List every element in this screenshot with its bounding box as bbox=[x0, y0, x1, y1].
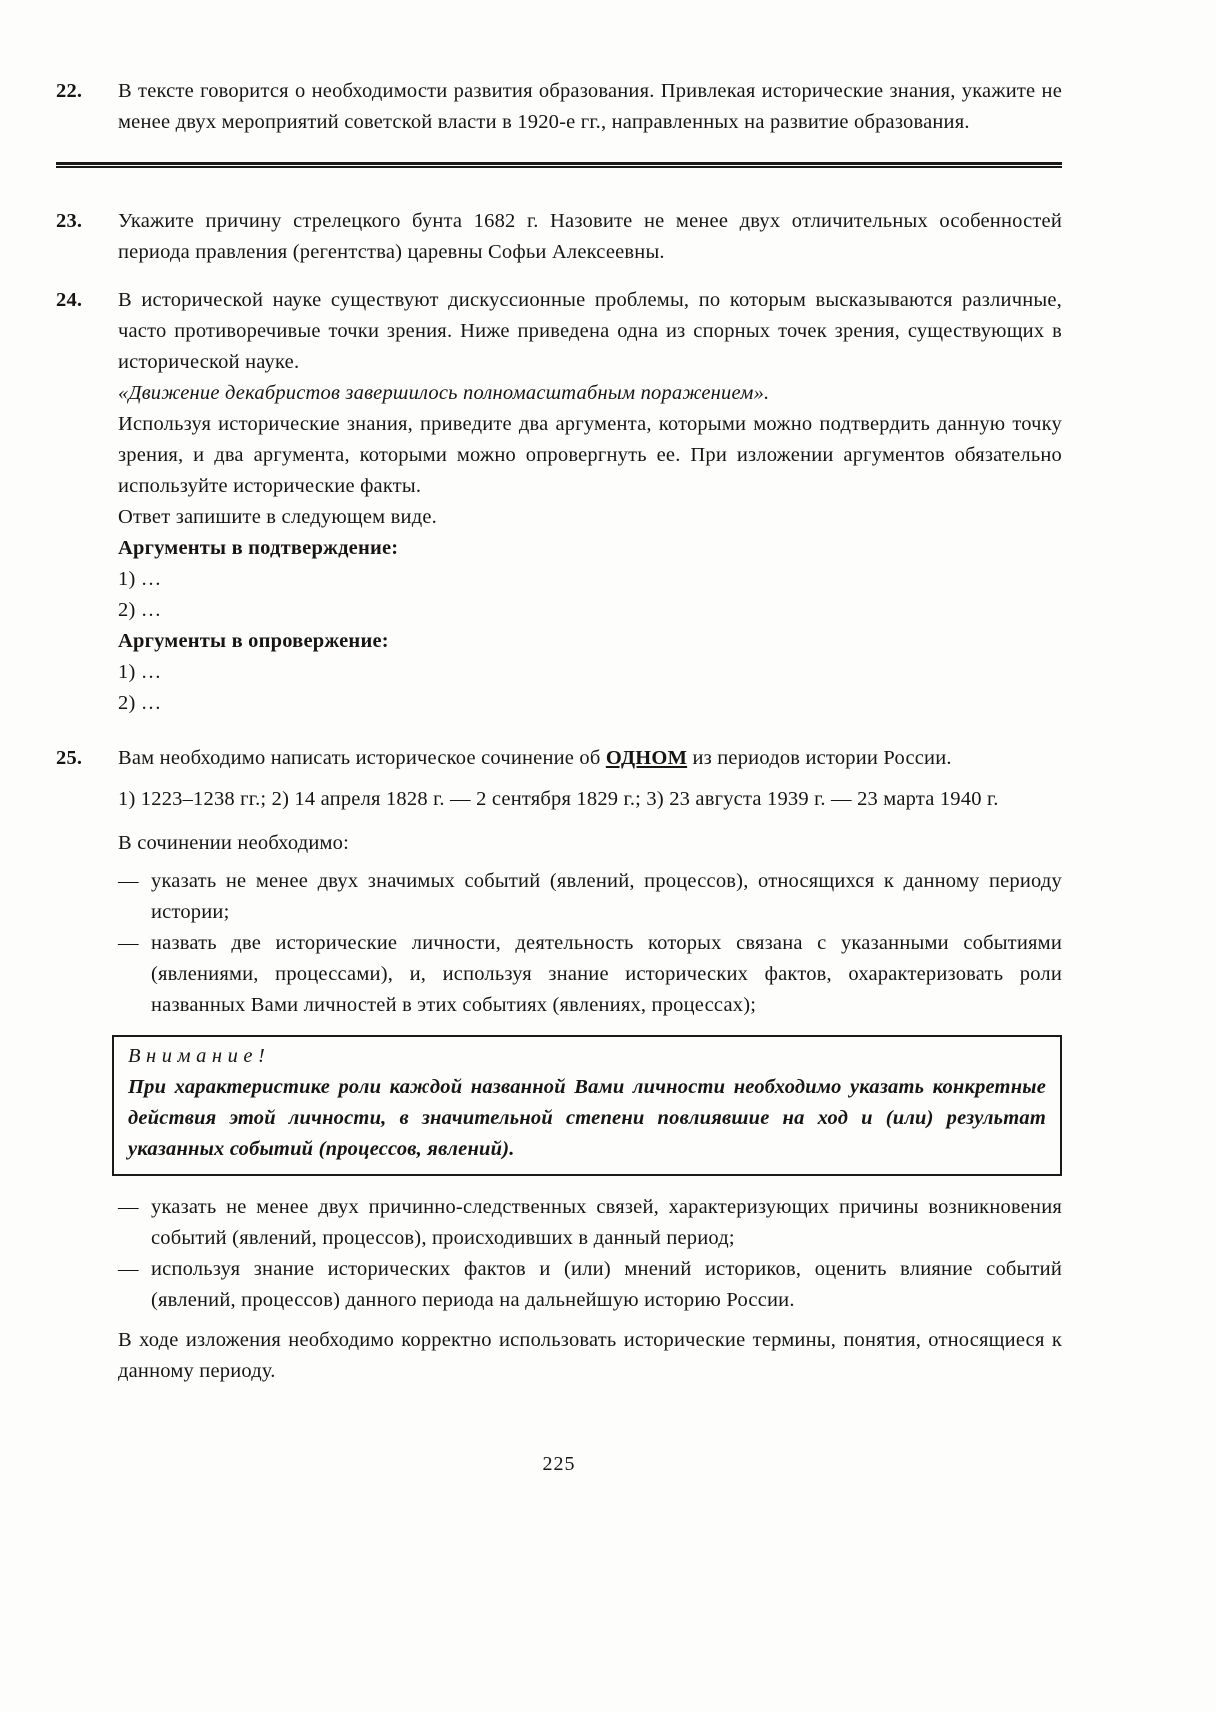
question-25-periods-list: 1) 1223–1238 гг.; 2) 14 апреля 1828 г. — 2 сентября 1829 г.; 3) 23 августа 1939 г. — 23 марта 1940 г. bbox=[118, 788, 999, 810]
arguments-pro-item-2: 2) … bbox=[118, 599, 162, 621]
dash-marker: — bbox=[118, 1258, 139, 1280]
question-25-closing: В ходе изложения необходимо корректно использовать исторические термины, понятия, относящиеся к данному периоду. bbox=[118, 1329, 1062, 1382]
requirement-item-text: указать не менее двух причинно-следственных связей, характеризующих причины возникновения событий (явлений, процессов), происходивших в данный период; bbox=[151, 1196, 1062, 1249]
question-22 bbox=[56, 76, 1062, 138]
question-22-number: 22. bbox=[56, 80, 83, 102]
requirement-item bbox=[118, 866, 1062, 928]
page-number: 225 bbox=[542, 1453, 576, 1475]
requirement-item bbox=[118, 928, 1062, 1021]
dash-marker: — bbox=[118, 932, 139, 954]
requirement-item-text: назвать две исторические личности, деятельность которых связана с указанными событиями (явлениями, процессами), и, используя знание исторических фактов, охарактеризовать роли названных Вами личностей в этих событиях (явлениях, процессах); bbox=[151, 932, 1062, 1016]
requirement-item-text: указать не менее двух значимых событий (явлений, процессов), относящихся к данному периоду истории; bbox=[151, 870, 1062, 923]
arguments-pro-label: Аргументы в подтверждение: bbox=[118, 537, 399, 559]
arguments-con-label: Аргументы в опровержение: bbox=[118, 630, 389, 652]
arguments-pro-item-1: 1) … bbox=[118, 568, 162, 590]
question-25-body bbox=[118, 743, 1062, 1387]
intro-text-post: из периодов истории России. bbox=[687, 747, 952, 769]
requirement-item bbox=[118, 1192, 1062, 1254]
question-25-number: 25. bbox=[56, 747, 83, 769]
requirement-item bbox=[118, 1254, 1062, 1316]
question-23-number: 23. bbox=[56, 210, 83, 232]
question-24-quote: «Движение декабристов завершилось полномасштабным поражением». bbox=[118, 382, 770, 404]
question-24-answer-format: Ответ запишите в следующем виде. bbox=[118, 506, 437, 528]
dash-marker: — bbox=[118, 870, 139, 892]
requirement-item-text: используя знание исторических фактов и (или) мнений историков, оценить влияние событий (явлений, процессов) данного периода на дальнейшую историю России. bbox=[151, 1258, 1062, 1311]
question-25 bbox=[56, 743, 1062, 1387]
question-23 bbox=[56, 206, 1062, 268]
intro-emphasized-word: ОДНОМ bbox=[605, 747, 688, 769]
question-23-text: Укажите причину стрелецкого бунта 1682 г. Назовите не менее двух отличительных особенностей периода правления (регентства) царевны Софьи Алексеевны. bbox=[118, 210, 1062, 263]
arguments-con-item-2: 2) … bbox=[118, 692, 162, 714]
arguments-con-item-1: 1) … bbox=[118, 661, 162, 683]
question-22-text: В тексте говорится о необходимости развития образования. Привлекая исторические знания, укажите не менее двух мероприятий советской власти в 1920-е гг., направленных на развитие образования. bbox=[118, 80, 1062, 133]
question-24 bbox=[56, 285, 1062, 719]
attention-body: При характеристике роли каждой названной Вами личности необходимо указать конкретные действия этой личности, в значительной степени повлиявшие на ход и (или) результат указанных событий (процессов, явлений). bbox=[128, 1076, 1046, 1160]
attention-title: В н и м а н и е ! bbox=[128, 1045, 266, 1067]
question-24-task: Используя исторические знания, приведите два аргумента, которыми можно подтвердить данную точку зрения, и два аргумента, которыми можно опровергнуть ее. При изложении аргументов обязательно используйте исторические факты. bbox=[118, 413, 1062, 497]
attention-box bbox=[112, 1035, 1062, 1176]
requirements-label: В сочинении необходимо: bbox=[118, 832, 350, 854]
question-24-number: 24. bbox=[56, 289, 83, 311]
question-25-intro bbox=[118, 743, 1062, 774]
question-24-body bbox=[118, 285, 1062, 719]
question-24-intro: В исторической науке существуют дискуссионные проблемы, по которым высказываются различные, часто противоречивые точки зрения. Ниже приведена одна из спорных точек зрения, существующих в исторической науке. bbox=[118, 289, 1062, 373]
section-divider-double-rule bbox=[56, 162, 1062, 168]
intro-text-pre: Вам необходимо написать историческое сочинение об bbox=[118, 747, 606, 769]
dash-marker: — bbox=[118, 1196, 139, 1218]
